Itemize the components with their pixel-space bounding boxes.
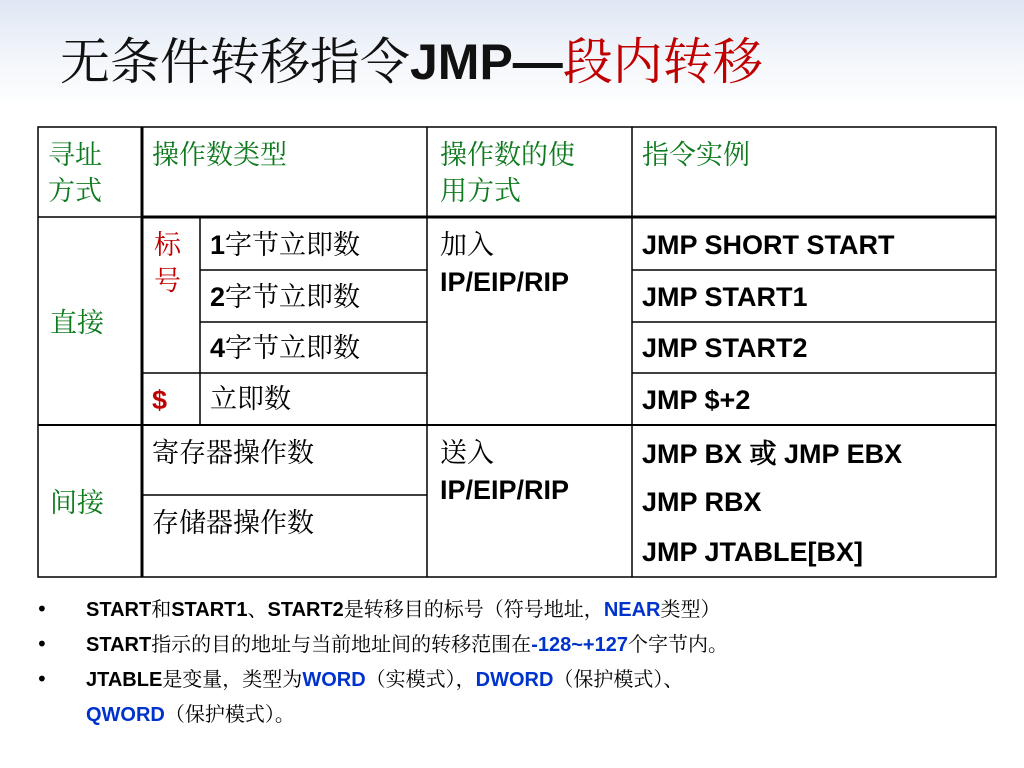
operand-type-row-2: [210, 279, 360, 316]
note-text: START: [86, 634, 152, 656]
label-group-char2: 号: [154, 266, 181, 297]
operand-type-num: 2: [210, 282, 226, 312]
note-item: [36, 662, 1016, 697]
direct-usage: [440, 228, 569, 300]
note-text: 是变量，类型为: [162, 667, 303, 691]
operand-type-num: 1: [210, 230, 226, 260]
indirect-type-register: 寄存器操作数: [152, 438, 314, 469]
note-text: 是转移目的标号（符号地址，: [343, 597, 604, 621]
bullet-marker: •: [36, 632, 48, 656]
notes-list: [36, 592, 1016, 732]
note-text: （保护模式）。: [164, 702, 295, 726]
indirect-example-3: JMP JTABLE[BX]: [642, 537, 864, 567]
header-addressing-line1: 寻址: [48, 140, 102, 171]
note-text: START: [86, 599, 152, 621]
direct-usage-line1: 加入: [440, 230, 494, 261]
note-text: -128~+127: [531, 634, 628, 656]
note-text: 、: [247, 597, 268, 621]
operand-type-row-3: [210, 330, 360, 367]
example-row-4: JMP $+2: [642, 385, 751, 415]
bullet-marker: •: [36, 667, 48, 691]
header-addressing: [48, 138, 102, 210]
indirect-usage-line2: IP/EIP/RIP: [440, 475, 570, 505]
example-row-1: JMP SHORT START: [642, 230, 895, 260]
note-text: （实模式），: [365, 667, 476, 691]
header-addressing-line2: 方式: [48, 176, 102, 207]
header-usage: [440, 138, 575, 210]
note-text: 指示的目的地址与当前地址间的转移范围在: [151, 632, 532, 656]
operand-type-text: 字节立即数: [225, 230, 361, 261]
operand-type-text: 字节立即数: [225, 282, 361, 313]
dollar-group: $: [152, 385, 168, 415]
title-jmp: JMP—: [410, 34, 563, 90]
indirect-label: 间接: [50, 488, 104, 519]
header-usage-line1: 操作数的使: [440, 140, 575, 171]
note-text: 类型）: [660, 597, 721, 621]
note-text: QWORD: [86, 704, 165, 726]
note-text: DWORD: [475, 669, 554, 691]
bullet-marker: •: [36, 597, 48, 621]
note-text: 和: [151, 597, 172, 621]
note-text: WORD: [302, 669, 366, 691]
title-subtopic: 段内转移: [562, 33, 763, 91]
operand-type-text: 字节立即数: [225, 333, 361, 364]
direct-usage-line2: IP/EIP/RIP: [440, 267, 570, 297]
title-chinese: 无条件转移指令: [60, 33, 410, 91]
note-item: [36, 627, 1016, 662]
operand-type-row-4: 立即数: [210, 384, 291, 415]
operand-type-num: 4: [210, 333, 226, 363]
note-item: [36, 592, 1016, 627]
note-text: （保护模式）、: [553, 667, 684, 691]
note-text: JTABLE: [86, 669, 163, 691]
note-text: NEAR: [603, 599, 661, 621]
label-group: [154, 228, 181, 300]
direct-label: 直接: [50, 308, 104, 339]
operand-type-row-1: [210, 227, 360, 264]
note-text: START2: [267, 599, 344, 621]
slide-title: [60, 22, 763, 102]
header-usage-line2: 用方式: [440, 176, 521, 207]
label-group-char1: 标: [154, 230, 181, 261]
example-row-3: JMP START2: [642, 333, 808, 363]
example-row-2: JMP START1: [642, 282, 808, 312]
note-text: START1: [171, 599, 248, 621]
note-text: 个字节内。: [627, 632, 728, 656]
note-item: [36, 697, 1016, 732]
indirect-example-2: JMP RBX: [642, 487, 762, 517]
header-operand-type: 操作数类型: [152, 140, 287, 171]
indirect-usage-line1: 送入: [440, 438, 494, 469]
indirect-type-memory: 存储器操作数: [152, 508, 314, 539]
header-example: 指令实例: [642, 140, 750, 171]
indirect-example-1: JMP BX 或 JMP EBX: [642, 439, 903, 469]
indirect-usage: [440, 436, 569, 508]
